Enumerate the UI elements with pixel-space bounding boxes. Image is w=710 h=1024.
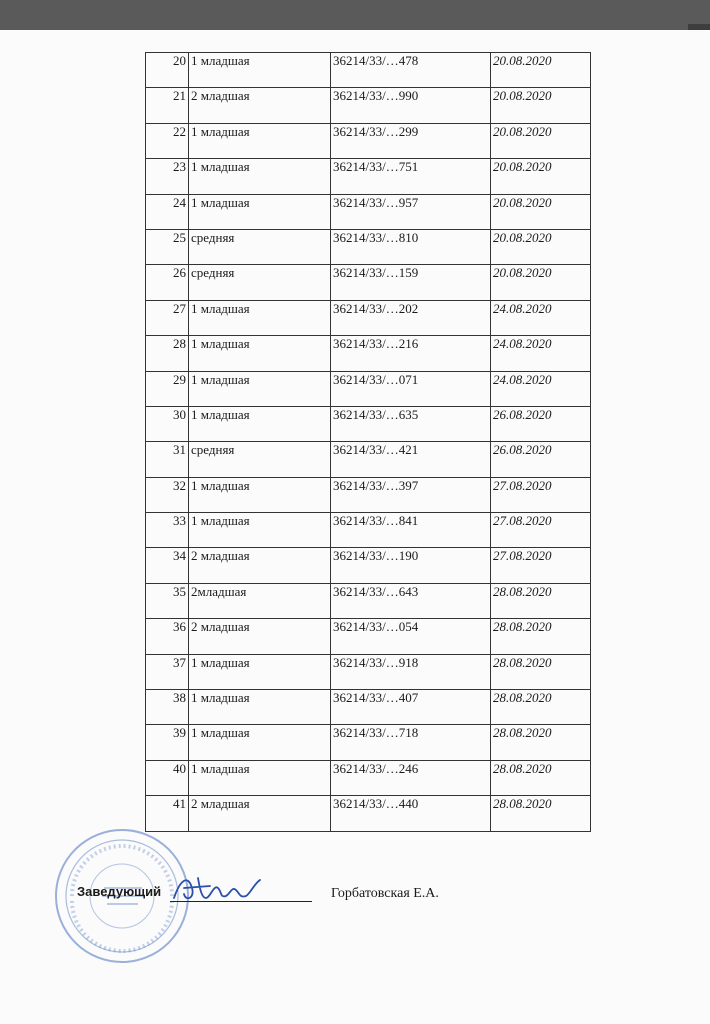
document-number: 36214/33/…841	[331, 513, 491, 548]
row-number: 30	[146, 406, 189, 441]
table-row	[146, 159, 591, 194]
row-number: 20	[146, 53, 189, 88]
row-number: 37	[146, 654, 189, 689]
issue-date: 27.08.2020	[491, 477, 591, 512]
table-row	[146, 760, 591, 795]
row-number: 33	[146, 513, 189, 548]
group-name: 2 младшая	[189, 619, 331, 654]
issue-date: 28.08.2020	[491, 725, 591, 760]
row-number: 36	[146, 619, 189, 654]
issue-date: 26.08.2020	[491, 442, 591, 477]
group-name: 1 младшая	[189, 300, 331, 335]
row-number: 29	[146, 371, 189, 406]
row-number: 31	[146, 442, 189, 477]
scanner-top-bar	[0, 0, 710, 30]
row-number: 27	[146, 300, 189, 335]
group-name: 1 младшая	[189, 123, 331, 158]
group-name: 1 младшая	[189, 654, 331, 689]
issue-date: 28.08.2020	[491, 619, 591, 654]
row-number: 32	[146, 477, 189, 512]
group-name: 2 младшая	[189, 88, 331, 123]
issue-date: 20.08.2020	[491, 194, 591, 229]
issue-date: 28.08.2020	[491, 796, 591, 831]
issue-date: 20.08.2020	[491, 88, 591, 123]
document-number: 36214/33/…407	[331, 690, 491, 725]
document-number: 36214/33/…918	[331, 654, 491, 689]
group-name: 1 младшая	[189, 194, 331, 229]
group-name: 2младшая	[189, 583, 331, 618]
document-number: 36214/33/…397	[331, 477, 491, 512]
document-number: 36214/33/…990	[331, 88, 491, 123]
signer-position: Заведующий	[77, 884, 162, 899]
issue-date: 27.08.2020	[491, 548, 591, 583]
table-row	[146, 548, 591, 583]
issue-date: 24.08.2020	[491, 336, 591, 371]
row-number: 24	[146, 194, 189, 229]
document-number: 36214/33/…054	[331, 619, 491, 654]
document-number: 36214/33/…190	[331, 548, 491, 583]
document-number: 36214/33/…159	[331, 265, 491, 300]
table-row	[146, 265, 591, 300]
group-name: средняя	[189, 265, 331, 300]
table-row	[146, 53, 591, 88]
document-number: 36214/33/…478	[331, 53, 491, 88]
table-row	[146, 725, 591, 760]
group-name: 1 младшая	[189, 159, 331, 194]
issue-date: 27.08.2020	[491, 513, 591, 548]
document-number: 36214/33/…202	[331, 300, 491, 335]
table-row	[146, 406, 591, 441]
group-name: 1 младшая	[189, 690, 331, 725]
issue-date: 20.08.2020	[491, 229, 591, 264]
row-number: 25	[146, 229, 189, 264]
issue-date: 26.08.2020	[491, 406, 591, 441]
document-number: 36214/33/…957	[331, 194, 491, 229]
table-row	[146, 583, 591, 618]
row-number: 39	[146, 725, 189, 760]
group-name: 1 младшая	[189, 406, 331, 441]
registry-table-body	[146, 53, 591, 832]
document-number: 36214/33/…440	[331, 796, 491, 831]
row-number: 26	[146, 265, 189, 300]
group-name: 1 младшая	[189, 760, 331, 795]
row-number: 23	[146, 159, 189, 194]
table-row	[146, 371, 591, 406]
table-row	[146, 442, 591, 477]
row-number: 35	[146, 583, 189, 618]
document-number: 36214/33/…635	[331, 406, 491, 441]
table-row	[146, 88, 591, 123]
row-number: 41	[146, 796, 189, 831]
row-number: 22	[146, 123, 189, 158]
issue-date: 20.08.2020	[491, 123, 591, 158]
registry-table	[145, 52, 591, 832]
document-number: 36214/33/…246	[331, 760, 491, 795]
document-number: 36214/33/…299	[331, 123, 491, 158]
issue-date: 24.08.2020	[491, 300, 591, 335]
issue-date: 20.08.2020	[491, 53, 591, 88]
document-number: 36214/33/…751	[331, 159, 491, 194]
group-name: 2 младшая	[189, 548, 331, 583]
table-row	[146, 300, 591, 335]
table-row	[146, 619, 591, 654]
row-number: 21	[146, 88, 189, 123]
table-row	[146, 477, 591, 512]
group-name: средняя	[189, 229, 331, 264]
row-number: 40	[146, 760, 189, 795]
group-name: 1 младшая	[189, 725, 331, 760]
issue-date: 20.08.2020	[491, 159, 591, 194]
document-number: 36214/33/…216	[331, 336, 491, 371]
document-number: 36214/33/…071	[331, 371, 491, 406]
group-name: 2 младшая	[189, 796, 331, 831]
table-row	[146, 690, 591, 725]
issue-date: 20.08.2020	[491, 265, 591, 300]
group-name: средняя	[189, 442, 331, 477]
table-row	[146, 123, 591, 158]
row-number: 34	[146, 548, 189, 583]
table-row	[146, 796, 591, 831]
signer-name: Горбатовская Е.А.	[331, 886, 439, 901]
group-name: 1 младшая	[189, 53, 331, 88]
row-number: 28	[146, 336, 189, 371]
document-number: 36214/33/…421	[331, 442, 491, 477]
issue-date: 28.08.2020	[491, 583, 591, 618]
group-name: 1 младшая	[189, 513, 331, 548]
table-row	[146, 194, 591, 229]
document-number: 36214/33/…718	[331, 725, 491, 760]
row-number: 38	[146, 690, 189, 725]
table-row	[146, 336, 591, 371]
issue-date: 28.08.2020	[491, 690, 591, 725]
table-row	[146, 513, 591, 548]
table-row	[146, 229, 591, 264]
document-number: 36214/33/…810	[331, 229, 491, 264]
table-row	[146, 654, 591, 689]
group-name: 1 младшая	[189, 371, 331, 406]
document-number: 36214/33/…643	[331, 583, 491, 618]
group-name: 1 младшая	[189, 477, 331, 512]
issue-date: 28.08.2020	[491, 760, 591, 795]
issue-date: 28.08.2020	[491, 654, 591, 689]
group-name: 1 младшая	[189, 336, 331, 371]
issue-date: 24.08.2020	[491, 371, 591, 406]
